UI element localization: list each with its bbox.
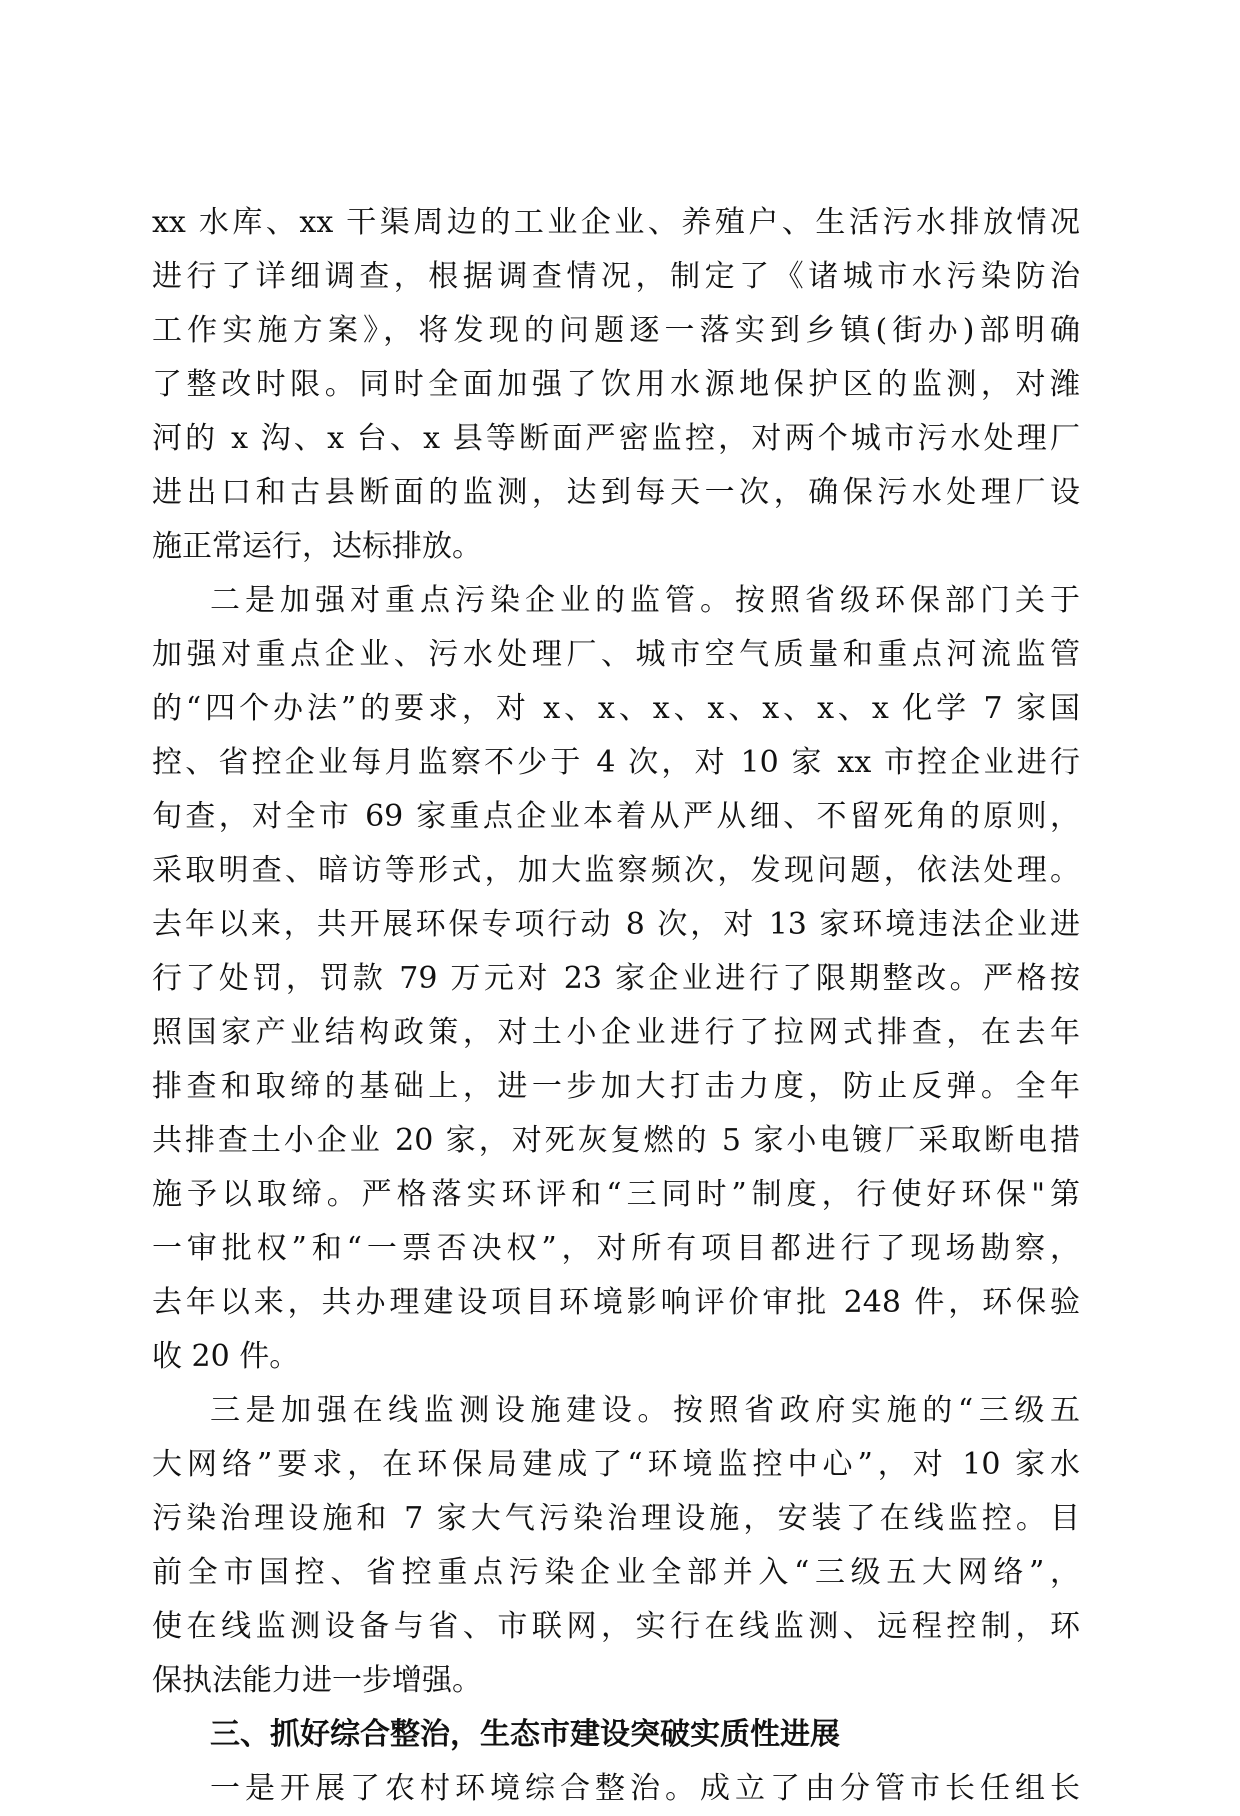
document-body [152, 196, 1080, 1816]
paragraph-line: 照国家产业结构政策，对土小企业进行了拉网式排查，在去年 [152, 1015, 1080, 1050]
paragraph-line: xx 水库、xx 干渠周边的工业企业、养殖户、生活污水排放情况 [152, 205, 1080, 240]
paragraph-line: 大网络”要求，在环保局建成了“环境监控中心”，对 10 家水 [152, 1447, 1080, 1482]
paragraph-line: 收 20 件。 [152, 1339, 300, 1374]
paragraph-line: 了整改时限。同时全面加强了饮用水源地保护区的监测，对潍 [152, 367, 1080, 402]
paragraph-line: 一审批权”和“一票否决权”，对所有项目都进行了现场勘察， [152, 1231, 1080, 1266]
paragraph-line: 使在线监测设备与省、市联网，实行在线监测、远程控制，环 [152, 1609, 1080, 1644]
paragraph-line: 去年以来，共办理建设项目环境影响评价审批 248 件，环保验 [152, 1285, 1080, 1320]
paragraph-line: 采取明查、暗访等形式，加大监察频次，发现问题，依法处理。 [152, 853, 1080, 888]
paragraph-line: 加强对重点企业、污水处理厂、城市空气质量和重点河流监管 [152, 637, 1080, 672]
paragraph-line: 进行了详细调查，根据调查情况，制定了《诸城市水污染防治 [152, 259, 1080, 294]
paragraph-line: 共排查土小企业 20 家，对死灰复燃的 5 家小电镀厂采取断电措 [152, 1123, 1080, 1158]
paragraph-line: 三是加强在线监测设施建设。按照省政府实施的“三级五 [210, 1393, 1080, 1428]
paragraph-line: 河的 x 沟、x 台、x 县等断面严密监控，对两个城市污水处理厂 [152, 421, 1080, 456]
paragraph-line: 一是开展了农村环境综合整治。成立了由分管市长任组长 [210, 1771, 1080, 1806]
paragraph-line: 旬查，对全市 69 家重点企业本着从严从细、不留死角的原则， [152, 799, 1080, 834]
paragraph-line: 二是加强对重点污染企业的监管。按照省级环保部门关于 [210, 583, 1080, 618]
paragraph-line: 排查和取缔的基础上，进一步加大打击力度，防止反弹。全年 [152, 1069, 1080, 1104]
paragraph-line: 工作实施方案》，将发现的问题逐一落实到乡镇(街办)部明确 [152, 313, 1080, 348]
paragraph-line: 施正常运行，达标排放。 [152, 529, 482, 564]
paragraph-line: 前全市国控、省控重点污染企业全部并入“三级五大网络”， [152, 1555, 1080, 1590]
paragraph-line: 的“四个办法”的要求，对 x、x、x、x、x、x、x 化学 7 家国 [152, 691, 1080, 726]
paragraph-line: 污染治理设施和 7 家大气污染治理设施，安装了在线监控。目 [152, 1501, 1080, 1536]
section-heading: 三、抓好综合整治，生态市建设突破实质性进展 [210, 1717, 840, 1752]
paragraph-line: 施予以取缔。严格落实环评和“三同时”制度，行使好环保"第 [152, 1177, 1080, 1212]
paragraph-line: 行了处罚，罚款 79 万元对 23 家企业进行了限期整改。严格按 [152, 961, 1080, 996]
paragraph-line: 控、省控企业每月监察不少于 4 次，对 10 家 xx 市控企业进行 [152, 745, 1080, 780]
paragraph-line: 保执法能力进一步增强。 [152, 1663, 482, 1698]
paragraph-line: 去年以来，共开展环保专项行动 8 次，对 13 家环境违法企业进 [152, 907, 1080, 942]
paragraph-line: 进出口和古县断面的监测，达到每天一次，确保污水处理厂设 [152, 475, 1080, 510]
